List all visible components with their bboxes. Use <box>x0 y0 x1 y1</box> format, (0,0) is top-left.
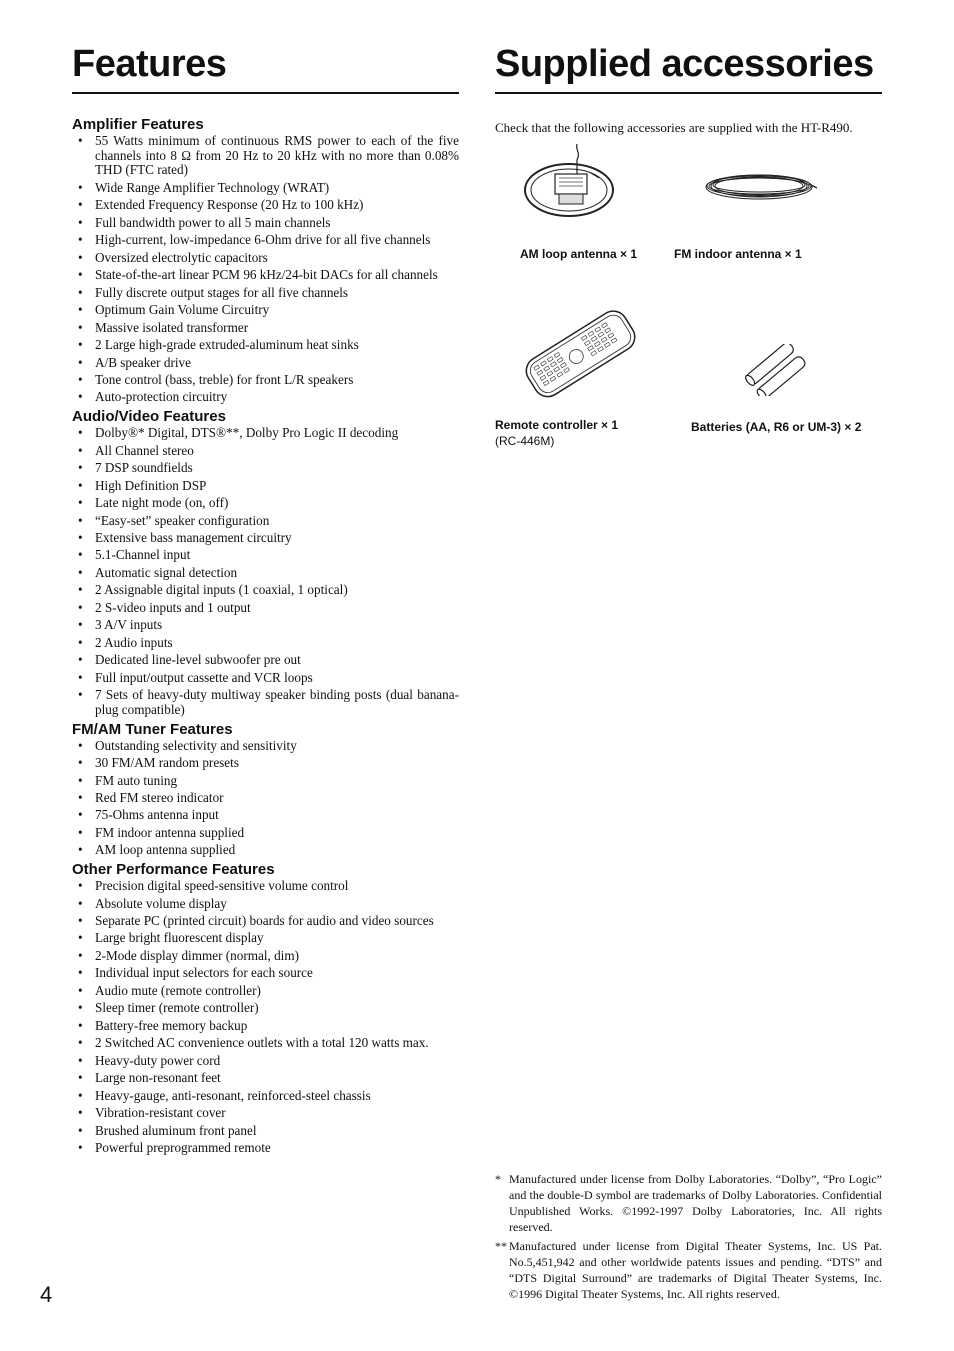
feature-item: • 5.1-Channel input <box>72 548 459 563</box>
feature-item: • 2 Audio inputs <box>72 636 459 651</box>
feature-list <box>72 879 459 1156</box>
feature-item: • Full input/output cassette and VCR loops <box>72 671 459 686</box>
feature-item: • Optimum Gain Volume Circuitry <box>72 303 459 318</box>
remote-controller-icon <box>515 299 645 407</box>
footnote-dolby <box>495 1171 882 1235</box>
feature-item: • Precision digital speed-sensitive volume control <box>72 879 459 894</box>
feature-item: • Large non-resonant feet <box>72 1071 459 1086</box>
fm-indoor-antenna-icon <box>701 166 821 206</box>
feature-item: • 75-Ohms antenna input <box>72 808 459 823</box>
feature-item: • 2 Switched AC convenience outlets with a total 120 watts max. <box>72 1036 459 1051</box>
accessories-grid <box>495 136 882 456</box>
feature-item: • FM indoor antenna supplied <box>72 826 459 841</box>
feature-item: • High-current, low-impedance 6-Ohm drive for all five channels <box>72 233 459 248</box>
section-heading: Audio/Video Features <box>72 408 226 426</box>
footnote-mark: ** <box>495 1239 507 1253</box>
feature-item: • Separate PC (printed circuit) boards for audio and video sources <box>72 914 459 929</box>
features-title: Features <box>72 42 459 94</box>
feature-item: • 30 FM/AM random presets <box>72 756 459 771</box>
features-column <box>72 42 459 1159</box>
feature-item: • 2 Assignable digital inputs (1 coaxial, 1 optical) <box>72 583 459 598</box>
feature-item: • Wide Range Amplifier Technology (WRAT) <box>72 181 459 196</box>
feature-item: • Brushed aluminum front panel <box>72 1124 459 1139</box>
accessory-label-am: AM loop antenna × 1 <box>520 247 638 261</box>
footnote-text: Manufactured under license from Digital Theater Systems, Inc. US Pat. No.5,451,942 and other worldwide patents issues and pending. “DTS” and “DTS Digital Surround” are trademarks of Digital Theater Systems, Inc. ©1996 Digital Theater Systems, Inc. All rights reserved. <box>509 1239 882 1301</box>
footnote-mark: * <box>495 1172 501 1186</box>
accessories-column <box>495 42 882 456</box>
footnote-dts <box>495 1238 882 1302</box>
feature-item: • Fully discrete output stages for all five channels <box>72 286 459 301</box>
feature-item: • A/B speaker drive <box>72 356 459 371</box>
feature-item: • Oversized electrolytic capacitors <box>72 251 459 266</box>
remote-model: (RC-446M) <box>495 434 555 448</box>
feature-item: • 2-Mode display dimmer (normal, dim) <box>72 949 459 964</box>
feature-item: • FM auto tuning <box>72 774 459 789</box>
feature-item: • Extensive bass management circuitry <box>72 531 459 546</box>
feature-item: • Vibration-resistant cover <box>72 1106 459 1121</box>
feature-item: • 2 S-video inputs and 1 output <box>72 601 459 616</box>
feature-item: • Full bandwidth power to all 5 main channels <box>72 216 459 231</box>
accessories-intro: Check that the following accessories are supplied with the HT-R490. <box>495 120 853 135</box>
feature-list <box>72 426 459 717</box>
feature-item: • Battery-free memory backup <box>72 1019 459 1034</box>
feature-item: • Late night mode (on, off) <box>72 496 459 511</box>
feature-item: • Sleep timer (remote controller) <box>72 1001 459 1016</box>
feature-item: • Red FM stereo indicator <box>72 791 459 806</box>
section-heading: FM/AM Tuner Features <box>72 720 233 738</box>
feature-item: • Heavy-gauge, anti-resonant, reinforced-steel chassis <box>72 1089 459 1104</box>
feature-item: • “Easy-set” speaker configuration <box>72 514 459 529</box>
feature-item: • Large bright fluorescent display <box>72 931 459 946</box>
accessory-label-batteries: Batteries (AA, R6 or UM-3) × 2 <box>691 420 862 434</box>
accessory-label-remote: Remote controller × 1 (RC-446M) <box>495 418 619 448</box>
feature-item: • 3 A/V inputs <box>72 618 459 633</box>
feature-item: • Dedicated line-level subwoofer pre out <box>72 653 459 668</box>
feature-item: • Outstanding selectivity and sensitivity <box>72 739 459 754</box>
feature-item: • All Channel stereo <box>72 444 459 459</box>
feature-item: • Tone control (bass, treble) for front L/R speakers <box>72 373 459 388</box>
feature-item: • 7 DSP soundfields <box>72 461 459 476</box>
feature-item: • 2 Large high-grade extruded-aluminum heat sinks <box>72 338 459 353</box>
section-heading: Amplifier Features <box>72 116 204 133</box>
batteries-icon <box>738 344 818 396</box>
feature-item: • Massive isolated transformer <box>72 321 459 336</box>
page-number: 4 <box>40 1282 53 1307</box>
feature-list <box>72 134 459 405</box>
feature-list <box>72 739 459 859</box>
accessory-label-fm: FM indoor antenna × 1 <box>674 247 802 261</box>
feature-item: • Dolby®* Digital, DTS®**, Dolby Pro Logic II decoding <box>72 426 459 441</box>
feature-item: • AM loop antenna supplied <box>72 843 459 858</box>
am-loop-antenna-icon <box>519 142 619 222</box>
feature-item: • Audio mute (remote controller) <box>72 984 459 999</box>
feature-item: • Heavy-duty power cord <box>72 1054 459 1069</box>
section-heading: Other Performance Features <box>72 861 275 879</box>
feature-item: • Extended Frequency Response (20 Hz to 100 kHz) <box>72 198 459 213</box>
feature-item: • Auto-protection circuitry <box>72 390 459 405</box>
footnote-text: Manufactured under license from Dolby Laboratories. “Dolby”, “Pro Logic” and the double-D symbol are trademarks of Dolby Laboratories. Confidential Unpublished Works. ©1992-1997 Dolby Laboratories, Inc. All rights reserved. <box>509 1172 882 1234</box>
feature-item: • Automatic signal detection <box>72 566 459 581</box>
feature-item: • Absolute volume display <box>72 897 459 912</box>
feature-item: • High Definition DSP <box>72 479 459 494</box>
feature-item: • Individual input selectors for each source <box>72 966 459 981</box>
feature-item: • Powerful preprogrammed remote <box>72 1141 459 1156</box>
feature-item: • 7 Sets of heavy-duty multiway speaker binding posts (dual banana-plug compatible) <box>72 688 459 717</box>
footnotes <box>495 1171 882 1305</box>
accessories-title: Supplied accessories <box>495 42 882 94</box>
feature-item: • 55 Watts minimum of continuous RMS power to each of the five channels into 8 Ω from 20 Hz to 20 kHz with no more than 0.08% THD (FTC rated) <box>72 134 459 178</box>
feature-sections <box>72 116 459 1156</box>
feature-item: • State-of-the-art linear PCM 96 kHz/24-bit DACs for all channels <box>72 268 459 283</box>
